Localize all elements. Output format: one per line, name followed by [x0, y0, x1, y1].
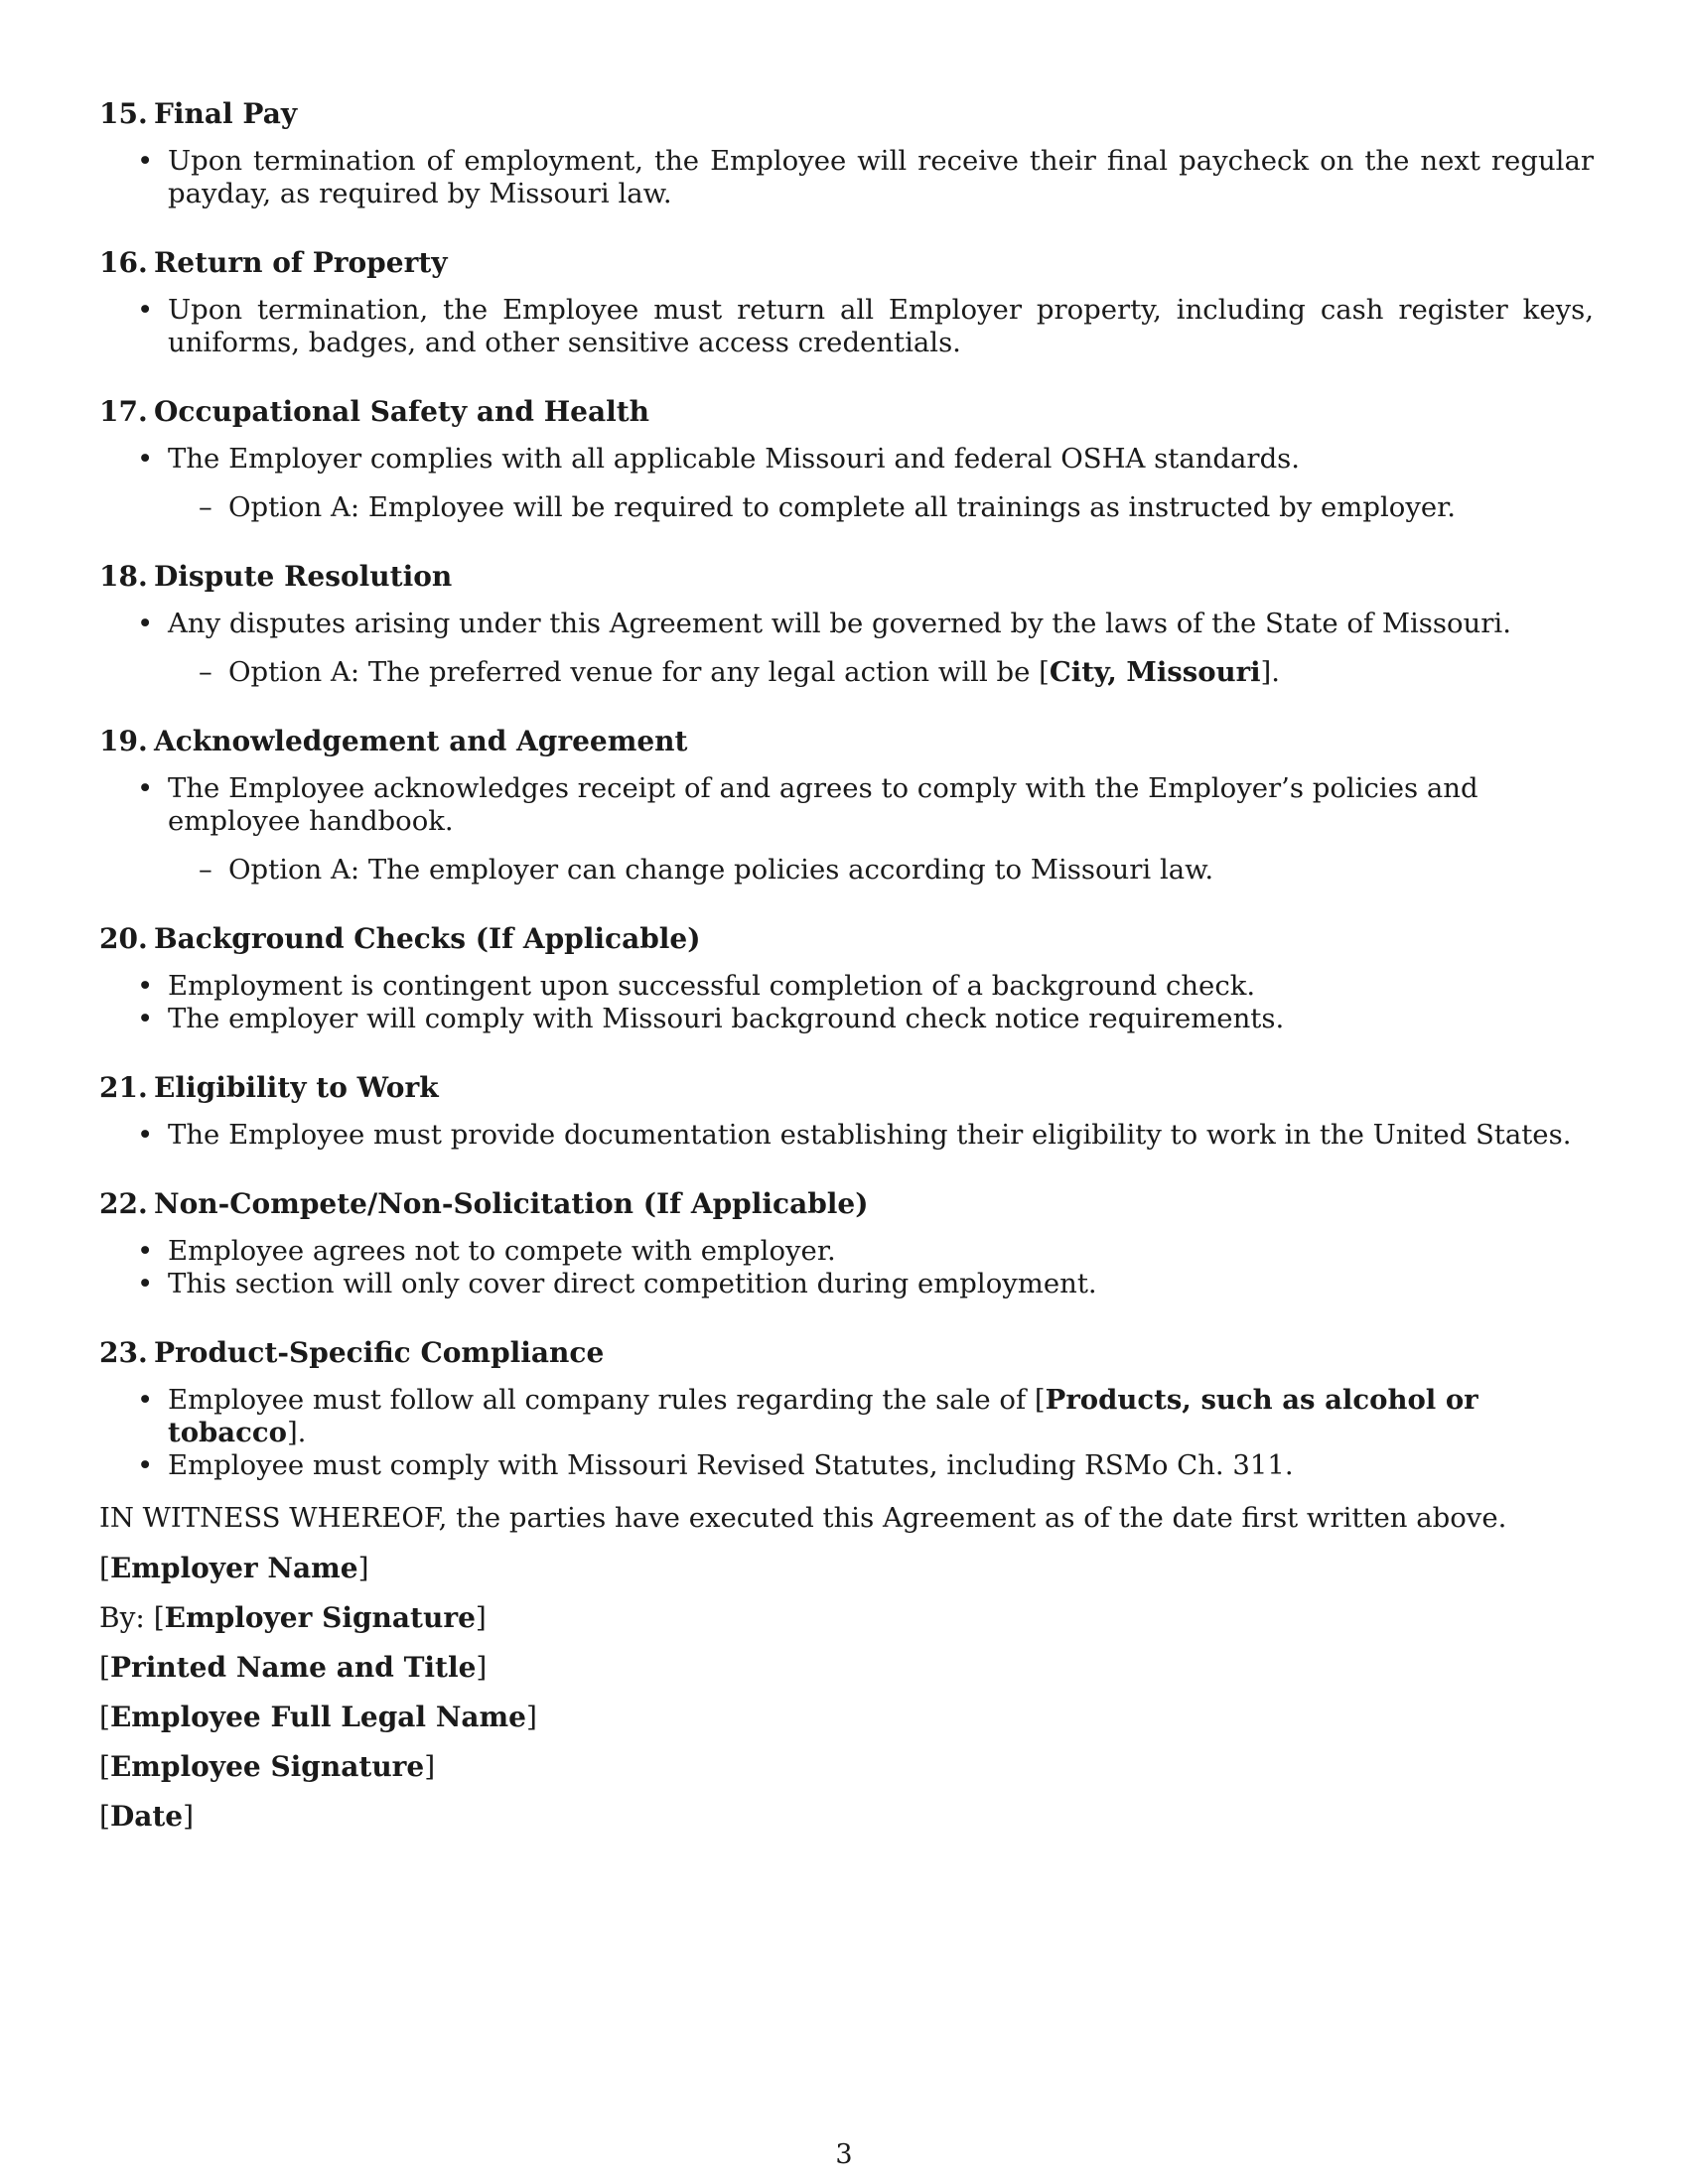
employer-signature: Employer Signature	[164, 1601, 476, 1634]
employer-signature-line	[99, 1601, 1594, 1634]
by-label: By:	[99, 1601, 154, 1634]
section-return-of-property	[99, 246, 1594, 359]
bullet-text: Any disputes arising under this Agreement will be governed by the laws of the State of Missouri.	[168, 608, 1511, 639]
section-heading	[99, 725, 1594, 758]
sub-list	[168, 854, 1594, 887]
close-bracket: ]	[424, 1750, 436, 1783]
section-background-checks	[99, 922, 1594, 1035]
bullet-item: • Upon termination of employment, the Employee will receive their final paycheck on the next regular payday, as required by Missouri law.	[99, 145, 1594, 210]
bullet-item	[99, 772, 1594, 887]
section-title: Final Pay	[154, 97, 298, 130]
section-non-compete	[99, 1187, 1594, 1300]
bullet-list	[99, 294, 1594, 359]
venue-placeholder: City, Missouri	[1049, 656, 1261, 688]
bullet-list	[99, 1119, 1594, 1152]
bullet-list	[99, 1235, 1594, 1300]
section-title: Dispute Resolution	[154, 560, 453, 593]
bullet-text: The Employer complies with all applicable Missouri and federal OSHA standards.	[168, 443, 1301, 475]
page-number: 3	[835, 2139, 853, 2170]
section-heading	[99, 1071, 1594, 1105]
section-title: Product-Specific Compliance	[154, 1336, 605, 1369]
section-title: Acknowledgement and Agreement	[154, 725, 688, 757]
section-heading	[99, 246, 1594, 280]
bullet-list	[99, 970, 1594, 1035]
section-number: 20.	[99, 922, 148, 955]
close-bracket: ]	[183, 1800, 195, 1833]
section-title: Eligibility to Work	[154, 1071, 439, 1104]
bullet-text: Employee must follow all company rules regarding the sale of [	[168, 1384, 1046, 1416]
section-number: 16.	[99, 246, 148, 279]
bullet-list	[99, 1384, 1594, 1482]
close-bracket: ]	[357, 1552, 369, 1584]
close-bracket: ]	[526, 1701, 537, 1733]
section-title: Background Checks (If Applicable)	[154, 922, 701, 955]
close-bracket: ]	[476, 1651, 488, 1684]
open-bracket: [	[99, 1651, 110, 1684]
document-page	[99, 97, 1594, 1833]
open-bracket: [	[99, 1701, 110, 1733]
bullet-item	[99, 1384, 1594, 1449]
products-placeholder: Products, such as alcohol or tobacco	[168, 1384, 1478, 1448]
open-bracket: [	[99, 1800, 110, 1833]
employee-signature-placeholder	[99, 1750, 1594, 1783]
section-heading	[99, 1187, 1594, 1221]
date: Date	[109, 1800, 184, 1833]
employee-full-name: Employee Full Legal Name	[109, 1701, 526, 1733]
witness-statement: IN WITNESS WHEREOF, the parties have executed this Agreement as of the date first written above.	[99, 1502, 1507, 1534]
bullet-item: • Upon termination, the Employee must return all Employer property, including cash register keys, uniforms, badges, and other sensitive access credentials.	[99, 294, 1594, 359]
bullet-item: • The employer will comply with Missouri background check notice requirements.	[99, 1003, 1594, 1035]
bullet-item: • The Employee must provide documentation establishing their eligibility to work in the United States.	[99, 1119, 1594, 1152]
bullet-item: • Employment is contingent upon successful completion of a background check.	[99, 970, 1594, 1003]
bullet-list	[99, 443, 1594, 524]
section-heading	[99, 922, 1594, 956]
bullet-item: • Employee agrees not to compete with employer.	[99, 1235, 1594, 1268]
employer-name: Employer Name	[109, 1552, 358, 1584]
bullet-list	[99, 608, 1594, 689]
section-heading	[99, 560, 1594, 594]
bullet-list	[99, 145, 1594, 210]
section-product-compliance	[99, 1336, 1594, 1482]
bullet-text-end: ].	[286, 1417, 307, 1448]
section-number: 19.	[99, 725, 148, 757]
printed-name-title: Printed Name and Title	[109, 1651, 477, 1684]
section-number: 15.	[99, 97, 148, 130]
printed-name-title-placeholder	[99, 1651, 1594, 1684]
section-number: 21.	[99, 1071, 148, 1104]
date-placeholder	[99, 1800, 1594, 1833]
section-heading	[99, 1336, 1594, 1370]
section-heading	[99, 395, 1594, 429]
bullet-item: • Employee must comply with Missouri Revised Statutes, including RSMo Ch. 311.	[99, 1449, 1594, 1482]
section-number: 17.	[99, 395, 148, 428]
section-title: Occupational Safety and Health	[154, 395, 650, 428]
close-bracket: ]	[475, 1601, 487, 1634]
sub-text-end: ].	[1260, 656, 1280, 688]
sub-text: Option A: The preferred venue for any legal action will be [	[228, 656, 1050, 688]
sub-list	[168, 656, 1594, 689]
section-dispute-resolution	[99, 560, 1594, 689]
section-title: Return of Property	[154, 246, 448, 279]
open-bracket: [	[99, 1552, 110, 1584]
bullet-item	[99, 608, 1594, 689]
bullet-item	[99, 443, 1594, 524]
sub-list	[168, 491, 1594, 524]
section-final-pay	[99, 97, 1594, 210]
employee-name-placeholder	[99, 1701, 1594, 1733]
sub-item: – Option A: The employer can change policies according to Missouri law.	[168, 854, 1594, 887]
section-occupational-safety	[99, 395, 1594, 524]
bullet-item: • This section will only cover direct competition during employment.	[99, 1268, 1594, 1300]
employer-name-placeholder	[99, 1552, 1594, 1584]
section-heading	[99, 97, 1594, 131]
section-eligibility	[99, 1071, 1594, 1152]
open-bracket: [	[99, 1750, 110, 1783]
employee-signature: Employee Signature	[109, 1750, 425, 1783]
section-number: 18.	[99, 560, 148, 593]
sub-item	[168, 656, 1594, 689]
open-bracket: [	[153, 1601, 165, 1634]
sub-item: – Option A: Employee will be required to complete all trainings as instructed by employer.	[168, 491, 1594, 524]
section-acknowledgement	[99, 725, 1594, 887]
section-number: 23.	[99, 1336, 148, 1369]
section-number: 22.	[99, 1187, 148, 1220]
section-title: Non-Compete/Non-Solicitation (If Applicable)	[154, 1187, 869, 1220]
bullet-list	[99, 772, 1594, 887]
bullet-text: The Employee acknowledges receipt of and agrees to comply with the Employer’s policies and employee handbook.	[168, 772, 1478, 837]
